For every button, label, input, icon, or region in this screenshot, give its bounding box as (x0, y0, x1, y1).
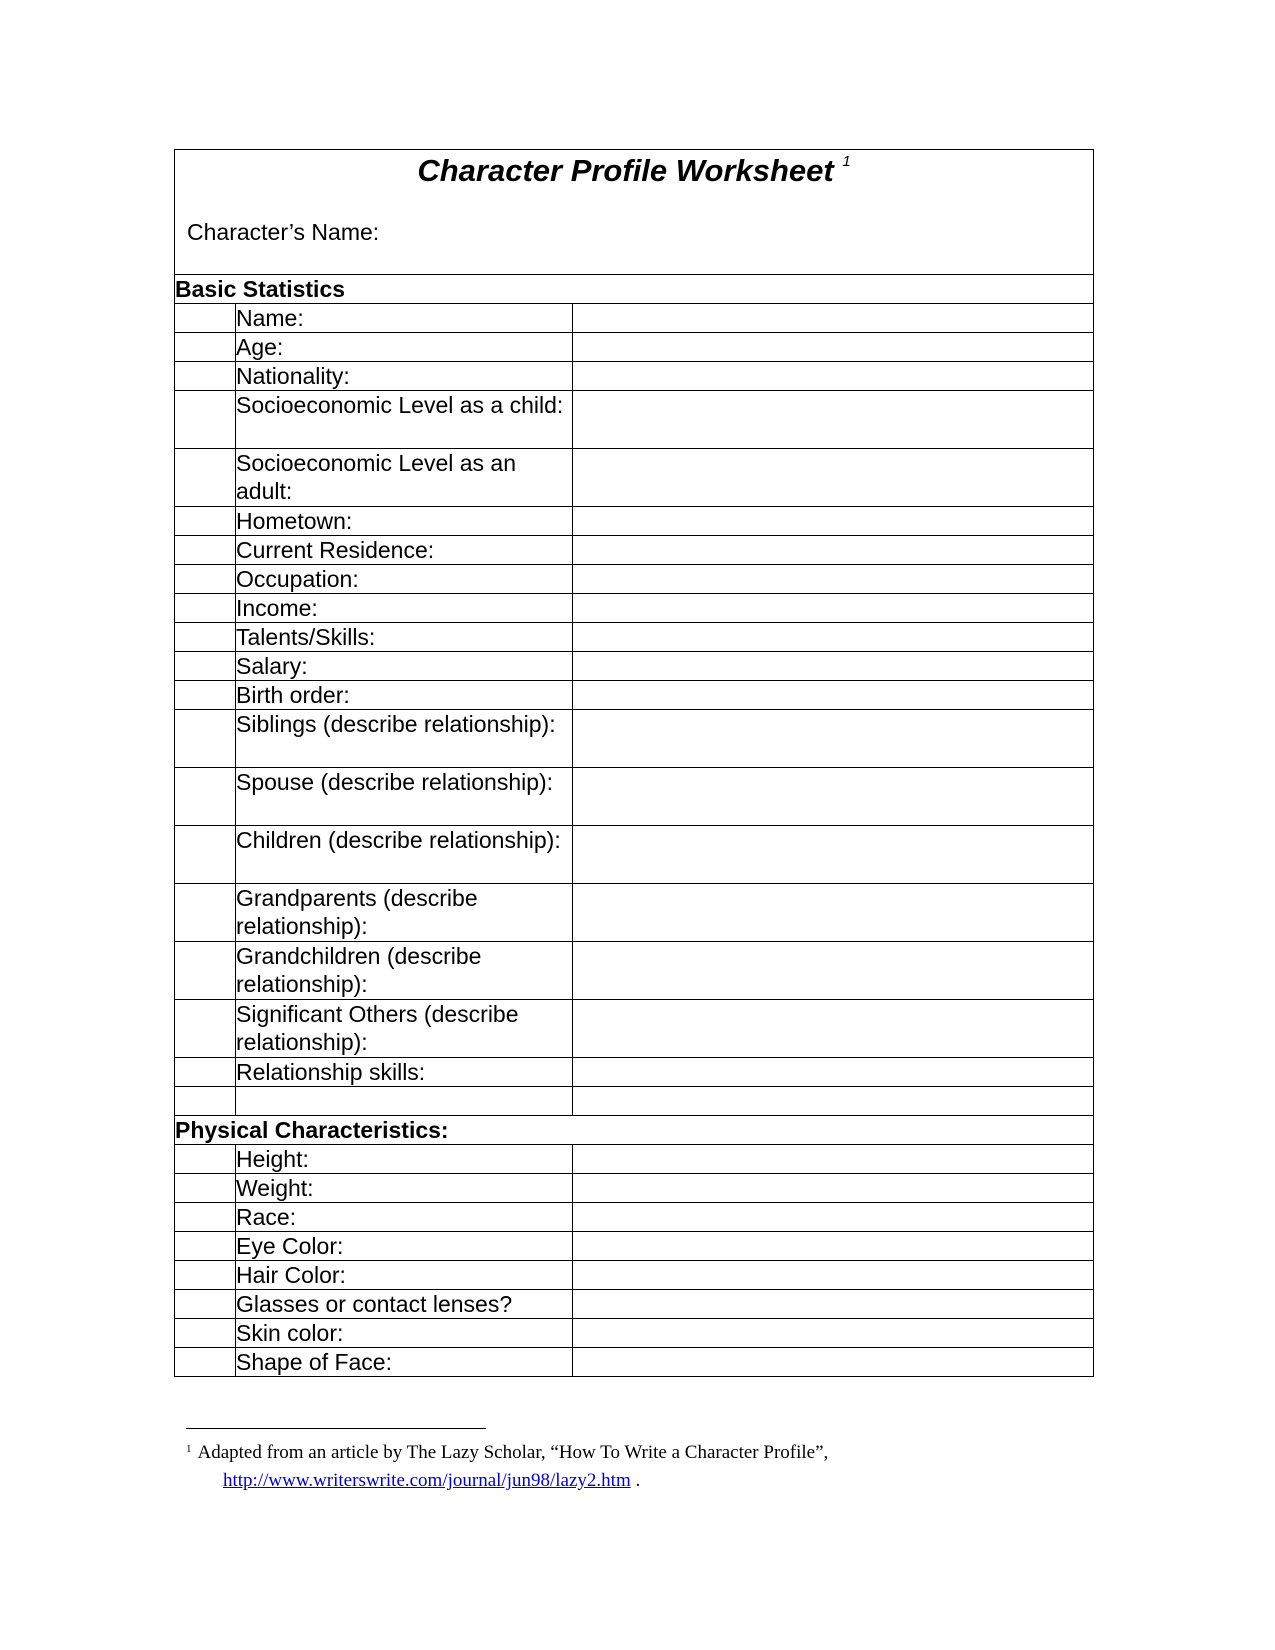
field-label: Socioeconomic Level as a child: (236, 391, 573, 449)
field-answer-cell[interactable] (573, 449, 1094, 507)
field-answer-cell[interactable] (573, 391, 1094, 449)
field-answer-cell[interactable] (573, 1087, 1094, 1116)
row-blank-cell (175, 623, 236, 652)
field-answer-cell[interactable] (573, 942, 1094, 1000)
field-answer-cell[interactable] (573, 652, 1094, 681)
field-answer-cell[interactable] (573, 536, 1094, 565)
field-answer-cell[interactable] (573, 1174, 1094, 1203)
field-answer-cell[interactable] (573, 594, 1094, 623)
field-label: Significant Others (describe relationship): (236, 1000, 573, 1058)
field-label: Birth order: (236, 681, 573, 710)
table-row (175, 304, 1094, 333)
field-answer-cell[interactable] (573, 1319, 1094, 1348)
field-answer-cell[interactable] (573, 1261, 1094, 1290)
field-label: Relationship skills: (236, 1058, 573, 1087)
worksheet-header (175, 150, 1094, 275)
field-answer-cell[interactable] (573, 507, 1094, 536)
table-row (175, 1232, 1094, 1261)
field-label: Income: (236, 594, 573, 623)
table-row (175, 1000, 1094, 1058)
table-row (175, 1319, 1094, 1348)
row-blank-cell (175, 1174, 236, 1203)
row-blank-cell (175, 1203, 236, 1232)
field-label: Nationality: (236, 362, 573, 391)
row-blank-cell (175, 681, 236, 710)
row-blank-cell (175, 710, 236, 768)
table-row (175, 507, 1094, 536)
row-blank-cell (175, 1000, 236, 1058)
field-answer-cell[interactable] (573, 1232, 1094, 1261)
row-blank-cell (175, 362, 236, 391)
field-label: Age: (236, 333, 573, 362)
field-label: Occupation: (236, 565, 573, 594)
field-label: Skin color: (236, 1319, 573, 1348)
table-row (175, 333, 1094, 362)
row-blank-cell (175, 391, 236, 449)
field-answer-cell[interactable] (573, 362, 1094, 391)
table-row (175, 942, 1094, 1000)
row-blank-cell (175, 304, 236, 333)
field-label: Height: (236, 1145, 573, 1174)
table-row (175, 826, 1094, 884)
field-answer-cell[interactable] (573, 1000, 1094, 1058)
table-row (175, 681, 1094, 710)
row-blank-cell (175, 507, 236, 536)
field-answer-cell[interactable] (573, 304, 1094, 333)
field-label: Hometown: (236, 507, 573, 536)
field-label: Salary: (236, 652, 573, 681)
field-answer-cell[interactable] (573, 681, 1094, 710)
field-label: Spouse (describe relationship): (236, 768, 573, 826)
character-profile-table (174, 149, 1094, 1377)
footnote-separator (186, 1428, 486, 1429)
field-label: Socioeconomic Level as an adult: (236, 449, 573, 507)
row-blank-cell (175, 333, 236, 362)
field-answer-cell[interactable] (573, 768, 1094, 826)
field-label: Eye Color: (236, 1232, 573, 1261)
table-row (175, 710, 1094, 768)
table-row (175, 768, 1094, 826)
row-blank-cell (175, 652, 236, 681)
field-answer-cell[interactable] (573, 565, 1094, 594)
row-blank-cell (175, 536, 236, 565)
row-blank-cell (175, 768, 236, 826)
field-answer-cell[interactable] (573, 333, 1094, 362)
row-blank-cell (175, 942, 236, 1000)
field-label: Children (describe relationship): (236, 826, 573, 884)
row-blank-cell (175, 449, 236, 507)
footnote-trailing: . (630, 1470, 641, 1491)
field-label: Weight: (236, 1174, 573, 1203)
field-answer-cell[interactable] (573, 710, 1094, 768)
field-label: Glasses or contact lenses? (236, 1290, 573, 1319)
row-blank-cell (175, 1290, 236, 1319)
row-blank-cell (175, 884, 236, 942)
table-row (175, 1290, 1094, 1319)
table-row (175, 565, 1094, 594)
field-label: Name: (236, 304, 573, 333)
row-blank-cell (175, 1232, 236, 1261)
row-blank-cell (175, 1319, 236, 1348)
row-blank-cell (175, 594, 236, 623)
footnote-text: Adapted from an article by The Lazy Scholar, “How To Write a Character Profile”, (197, 1442, 829, 1463)
worksheet-title (175, 153, 1093, 189)
row-blank-cell (175, 1058, 236, 1087)
field-label: Grandchildren (describe relationship): (236, 942, 573, 1000)
row-blank-cell (175, 1348, 236, 1377)
row-blank-cell (175, 1087, 236, 1116)
field-answer-cell[interactable] (573, 1145, 1094, 1174)
title-text: Character Profile Worksheet (417, 153, 834, 188)
table-row (175, 594, 1094, 623)
field-answer-cell[interactable] (573, 1058, 1094, 1087)
section-heading-basic-statistics: Basic Statistics (175, 275, 1094, 304)
table-row (175, 652, 1094, 681)
table-row (175, 1058, 1094, 1087)
field-label (236, 1087, 573, 1116)
field-answer-cell[interactable] (573, 623, 1094, 652)
table-row (175, 536, 1094, 565)
table-row (175, 1348, 1094, 1377)
footnote-link[interactable]: http://www.writerswrite.com/journal/jun98/lazy2.htm (223, 1470, 631, 1491)
table-row (175, 391, 1094, 449)
row-blank-cell (175, 1261, 236, 1290)
table-row (175, 1174, 1094, 1203)
row-blank-cell (175, 826, 236, 884)
footnote (186, 1440, 1086, 1493)
field-label: Shape of Face: (236, 1348, 573, 1377)
field-answer-cell[interactable] (573, 884, 1094, 942)
table-row (175, 884, 1094, 942)
field-answer-cell[interactable] (573, 1348, 1094, 1377)
field-label: Talents/Skills: (236, 623, 573, 652)
field-answer-cell[interactable] (573, 826, 1094, 884)
table-row (175, 362, 1094, 391)
row-blank-cell (175, 1145, 236, 1174)
field-label: Hair Color: (236, 1261, 573, 1290)
table-row (175, 1203, 1094, 1232)
character-name-label: Character’s Name: (187, 219, 380, 245)
table-row (175, 449, 1094, 507)
table-row (175, 623, 1094, 652)
field-answer-cell[interactable] (573, 1290, 1094, 1319)
table-row (175, 1087, 1094, 1116)
field-label: Grandparents (describe relationship): (236, 884, 573, 942)
field-answer-cell[interactable] (573, 1203, 1094, 1232)
table-row (175, 1145, 1094, 1174)
field-label: Current Residence: (236, 536, 573, 565)
title-footnote-mark: 1 (842, 152, 851, 170)
field-label: Race: (236, 1203, 573, 1232)
footnote-mark: 1 (186, 1443, 192, 1455)
field-label: Siblings (describe relationship): (236, 710, 573, 768)
section-heading-physical-characteristics: Physical Characteristics: (175, 1116, 1094, 1145)
table-row (175, 1261, 1094, 1290)
row-blank-cell (175, 565, 236, 594)
